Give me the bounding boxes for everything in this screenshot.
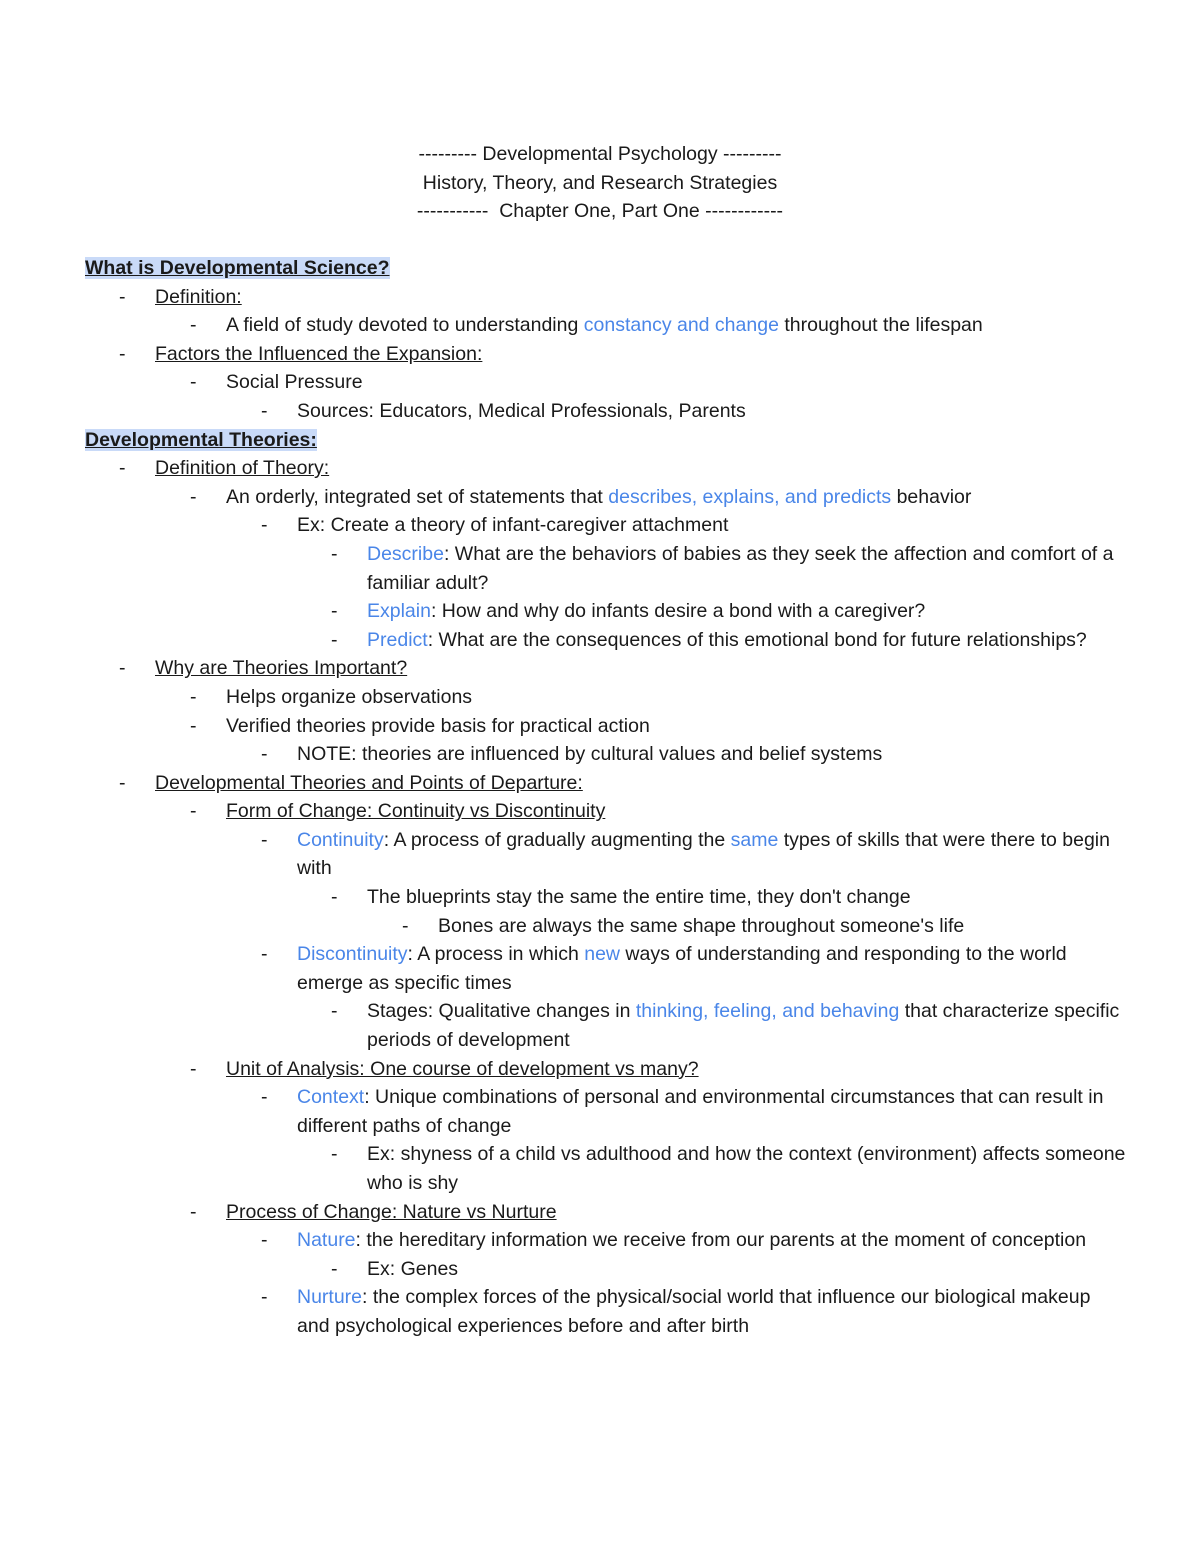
list-item: - Unit of Analysis: One course of development vs many?: [190, 1057, 699, 1080]
definition-label: Definition:: [155, 285, 242, 308]
highlight-term: describes, explains, and predicts: [608, 485, 892, 508]
form-of-change-label: Form of Change: Continuity vs Discontinuity: [226, 800, 606, 823]
list-item: - Verified theories provide basis for practical action: [190, 714, 650, 737]
list-item: - Ex: Genes: [331, 1257, 459, 1280]
definition-of-theory-label: Definition of Theory:: [155, 457, 330, 480]
document-title-block: [0, 140, 1200, 226]
list-item: - Form of Change: Continuity vs Discontinuity: [190, 800, 606, 823]
highlight-term: same: [730, 828, 779, 851]
section-heading-developmental-theories: Developmental Theories:: [85, 428, 317, 451]
list-item: - Factors the Influenced the Expansion:: [119, 342, 483, 365]
highlight-term: thinking, feeling, and behaving: [635, 1000, 900, 1023]
document-body: [0, 254, 1200, 1341]
list-item: - Continuity: A process of gradually augmenting the same types of skills that were there to begin with: [261, 828, 1110, 880]
title-line-subtitle: History, Theory, and Research Strategies: [422, 171, 778, 194]
list-item: - Nurture: the complex forces of the physical/social world that influence our biological makeup and psychological experiences before and after birth: [261, 1286, 1091, 1337]
list-item: - Nature: the hereditary information we receive from our parents at the moment of conception: [261, 1229, 1087, 1252]
list-item: - Helps organize observations: [190, 685, 473, 708]
list-item: - Bones are always the same shape throughout someone's life: [402, 914, 965, 937]
highlight-term: Nature: [297, 1229, 356, 1252]
list-item: - Describe: What are the behaviors of babies as they seek the affection and comfort of a familiar adult?: [331, 542, 1114, 594]
list-item: - Social Pressure: [190, 371, 363, 394]
highlight-term: Continuity: [297, 828, 384, 851]
list-item: - Ex: shyness of a child vs adulthood and how the context (environment) affects someone who is shy: [331, 1143, 1126, 1194]
list-item: - Sources: Educators, Medical Professionals, Parents: [261, 399, 746, 422]
list-item: - Definition:: [119, 285, 242, 308]
highlight-term: Discontinuity: [297, 943, 408, 966]
highlight-term: new: [584, 943, 620, 966]
list-item: - Why are Theories Important?: [119, 657, 408, 680]
highlight-term: Explain: [367, 600, 431, 623]
list-item: - Developmental Theories and Points of Departure:: [119, 771, 583, 794]
highlight-term: Context: [297, 1086, 365, 1109]
highlight-term: Nurture: [297, 1286, 363, 1309]
why-theories-important-label: Why are Theories Important?: [155, 657, 408, 680]
title-line-course: --------- Developmental Psychology ---------: [418, 143, 782, 165]
highlight-term: Describe: [367, 542, 444, 565]
list-item: - Context: Unique combinations of personal and environmental circumstances that can result in different paths of change: [261, 1086, 1104, 1137]
highlight-term: Predict: [367, 628, 428, 651]
list-item: - Predict: What are the consequences of this emotional bond for future relationships?: [331, 628, 1087, 651]
unit-of-analysis-label: Unit of Analysis: One course of development vs many?: [226, 1057, 699, 1080]
list-item: - Discontinuity: A process in which new ways of understanding and responding to the world emerge as specific times: [261, 943, 1067, 994]
list-item: - The blueprints stay the same the entire time, they don't change: [331, 886, 911, 909]
highlight-term: constancy and change: [583, 314, 779, 337]
list-item: - Explain: How and why do infants desire a bond with a caregiver?: [331, 600, 926, 623]
list-item: - Stages: Qualitative changes in thinking, feeling, and behaving that characterize specific periods of development: [331, 1000, 1120, 1052]
section-heading-developmental-science: What is Developmental Science?: [85, 257, 390, 279]
process-of-change-label: Process of Change: Nature vs Nurture: [226, 1200, 557, 1223]
list-item: - An orderly, integrated set of statements that describes, explains, and predicts behavior: [190, 485, 972, 508]
list-item: - A field of study devoted to understanding constancy and change throughout the lifespan: [190, 314, 983, 337]
points-of-departure-label: Developmental Theories and Points of Departure:: [155, 771, 583, 794]
list-item: - Ex: Create a theory of infant-caregiver attachment: [261, 514, 729, 537]
list-item: - NOTE: theories are influenced by cultural values and belief systems: [261, 743, 883, 766]
factors-label: Factors the Influenced the Expansion:: [155, 342, 483, 365]
list-item: - Process of Change: Nature vs Nurture: [190, 1200, 557, 1223]
list-item: - Definition of Theory:: [119, 457, 330, 480]
title-line-chapter: ----------- Chapter One, Part One ------------: [416, 200, 784, 223]
